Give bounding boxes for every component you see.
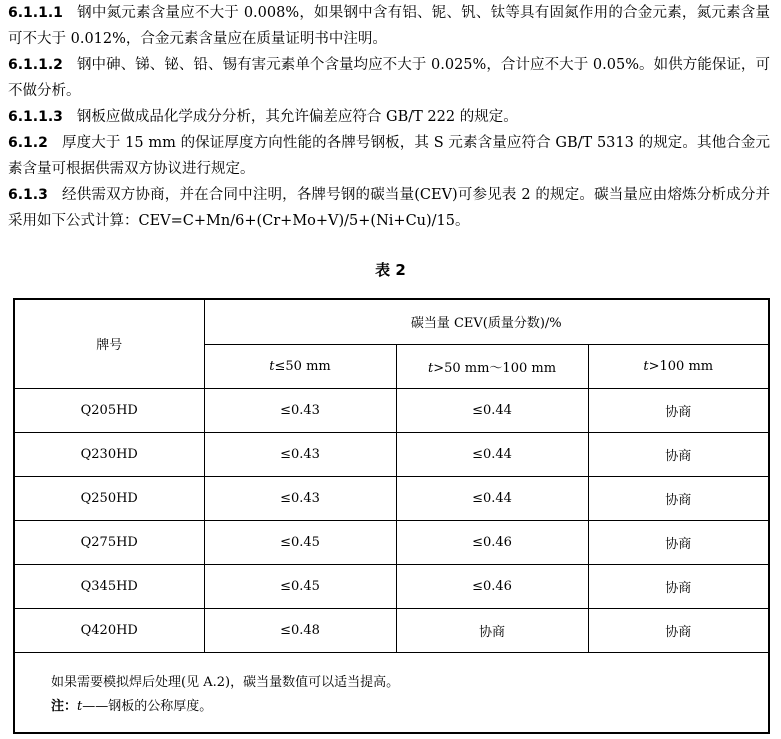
- grade-cell: Q345HD: [14, 564, 204, 608]
- subheader-thickness-3: t>100 mm: [588, 344, 769, 388]
- cev-cell: 协商: [588, 520, 769, 564]
- cev-cell: 协商: [588, 388, 769, 432]
- paragraph-6-1-1-3: [8, 104, 770, 130]
- subheader-thickness-1: t≤50 mm: [204, 344, 396, 388]
- cev-cell: ≤0.45: [204, 564, 396, 608]
- cev-cell: 协商: [588, 564, 769, 608]
- cev-cell: ≤0.43: [204, 432, 396, 476]
- grade-cell: Q230HD: [14, 432, 204, 476]
- clause-number: 6.1.1.1: [8, 5, 63, 21]
- grade-cell: Q275HD: [14, 520, 204, 564]
- cev-table: [13, 298, 770, 734]
- grade-cell: Q205HD: [14, 388, 204, 432]
- table-row: [14, 432, 769, 476]
- clause-text: 钢板应做成品化学成分分析，其允许偏差应符合 GB/T 222 的规定。: [76, 109, 518, 125]
- table-note: [14, 652, 769, 733]
- subheader-thickness-2: t>50 mm～100 mm: [396, 344, 588, 388]
- table-caption: 表 2: [375, 261, 406, 279]
- note-line: [51, 695, 768, 719]
- footnote-text: 如果需要模拟焊后处理(见 A.2)，碳当量数值可以适当提高。: [51, 674, 400, 690]
- cev-cell: ≤0.43: [204, 476, 396, 520]
- cev-cell: 协商: [588, 608, 769, 652]
- table-header-row: [14, 299, 769, 344]
- cev-cell: ≤0.46: [396, 520, 588, 564]
- clause-text: 钢中氮元素含量应不大于 0.008%，如果钢中含有铝、铌、钒、钛等具有固氮作用的合金元素，氮元素含量可不大于 0.012%，合金元素含量应在质量证明书中注明。: [8, 5, 770, 47]
- cev-cell: ≤0.44: [396, 388, 588, 432]
- table-row: [14, 520, 769, 564]
- cev-cell: ≤0.48: [204, 608, 396, 652]
- cev-cell: ≤0.44: [396, 432, 588, 476]
- note-label: 注：: [51, 698, 78, 714]
- cev-cell: ≤0.44: [396, 476, 588, 520]
- paragraph-6-1-3: [8, 182, 770, 234]
- table-note-row: [14, 652, 769, 733]
- grade-cell: Q420HD: [14, 608, 204, 652]
- table-row: [14, 388, 769, 432]
- clause-number: 6.1.1.2: [8, 57, 63, 73]
- header-grade: 牌号: [14, 299, 204, 388]
- grade-cell: Q250HD: [14, 476, 204, 520]
- clause-text: 厚度大于 15 mm 的保证厚度方向性能的各牌号钢板，其 S 元素含量应符合 GB/T 5313 的规定。其他合金元素含量可根据供需双方协议进行规定。: [8, 135, 770, 177]
- clause-number: 6.1.1.3: [8, 109, 63, 125]
- cev-cell: 协商: [588, 432, 769, 476]
- table-row: [14, 476, 769, 520]
- cev-cell: ≤0.45: [204, 520, 396, 564]
- cev-cell: 协商: [588, 476, 769, 520]
- clause-text: 钢中砷、锑、铋、铅、锡有害元素单个含量均应不大于 0.025%，合计应不大于 0.05%。如供方能保证，可不做分析。: [8, 57, 770, 99]
- paragraph-6-1-2: [8, 130, 770, 182]
- header-cev-group: 碳当量 CEV(质量分数)/%: [204, 299, 769, 344]
- cev-cell: ≤0.46: [396, 564, 588, 608]
- table-row: [14, 608, 769, 652]
- paragraph-6-1-1-2: [8, 52, 770, 104]
- clause-number: 6.1.3: [8, 187, 48, 203]
- clause-text: 经供需双方协商，并在合同中注明，各牌号钢的碳当量(CEV)可参见表 2 的规定。碳当量应由熔炼分析成分并采用如下公式计算：CEV=C+Mn/6+(Cr+Mo+V)/5+(Ni+Cu)/15。: [8, 187, 770, 229]
- table-row: [14, 564, 769, 608]
- cev-cell: 协商: [396, 608, 588, 652]
- note-text: ——钢板的公称厚度。: [82, 698, 213, 714]
- paragraph-6-1-1-1: [8, 0, 770, 52]
- note-variable: t: [77, 698, 83, 714]
- clause-number: 6.1.2: [8, 135, 48, 151]
- cev-cell: ≤0.43: [204, 388, 396, 432]
